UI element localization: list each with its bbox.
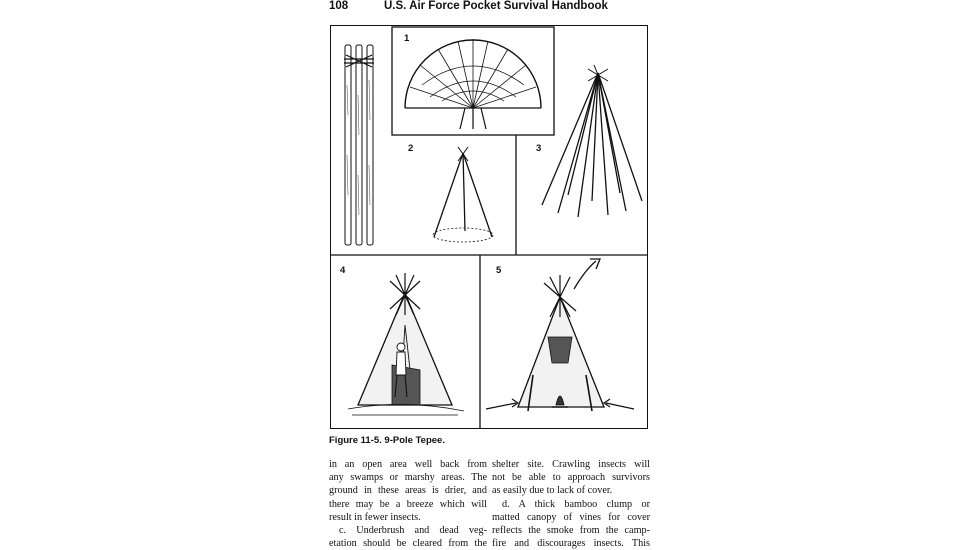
running-header: [329, 0, 651, 16]
book-title: U.S. Air Force Pocket Survival Handbook: [384, 0, 608, 12]
panel-label-3: 3: [536, 143, 542, 154]
body-line: shelter site. Crawling insects will: [492, 459, 650, 470]
body-column-left: [329, 458, 487, 550]
three-poles-drawing: [344, 45, 374, 245]
panel-5-ventilated-tepee-drawing: [486, 259, 634, 411]
body-line: d. A thick bamboo clump or: [502, 498, 650, 510]
panel-4-covered-tepee-drawing: [348, 273, 464, 415]
body-line: any swamps or marshy areas. The: [329, 472, 487, 484]
body-line: fire and discourages insects. This: [492, 538, 650, 550]
panel-3-nine-poles-drawing: [542, 65, 642, 217]
panel-label-2: 2: [408, 143, 414, 154]
panel-1-lashing-drawing: [405, 39, 541, 129]
body-line: reflects the smoke from the camp-: [492, 525, 650, 537]
body-line: result in fewer insects.: [329, 511, 421, 523]
body-line: not be able to approach survivors: [492, 472, 650, 484]
body-line: matted canopy of vines for cover: [492, 511, 650, 523]
panel-label-5: 5: [496, 265, 502, 276]
tepee-illustration: [330, 25, 648, 429]
body-line: in an open area well back from: [329, 459, 487, 470]
panel-label-4: 4: [340, 265, 346, 276]
figure-caption: Figure 11-5. 9-Pole Tepee.: [329, 435, 445, 446]
page-number: 108: [329, 0, 349, 12]
panel-label-1: 1: [404, 33, 410, 44]
panel-2-tripod-drawing: [433, 147, 493, 242]
body-line: there may be a breeze which will: [329, 498, 487, 510]
body-line: c. Underbrush and dead veg-: [339, 525, 487, 537]
body-column-right: [492, 458, 650, 550]
body-line: ground in these areas is drier, and: [329, 485, 487, 497]
body-line: etation should be cleared from the: [329, 538, 487, 550]
body-line: as easily due to lack of cover.: [492, 485, 613, 497]
